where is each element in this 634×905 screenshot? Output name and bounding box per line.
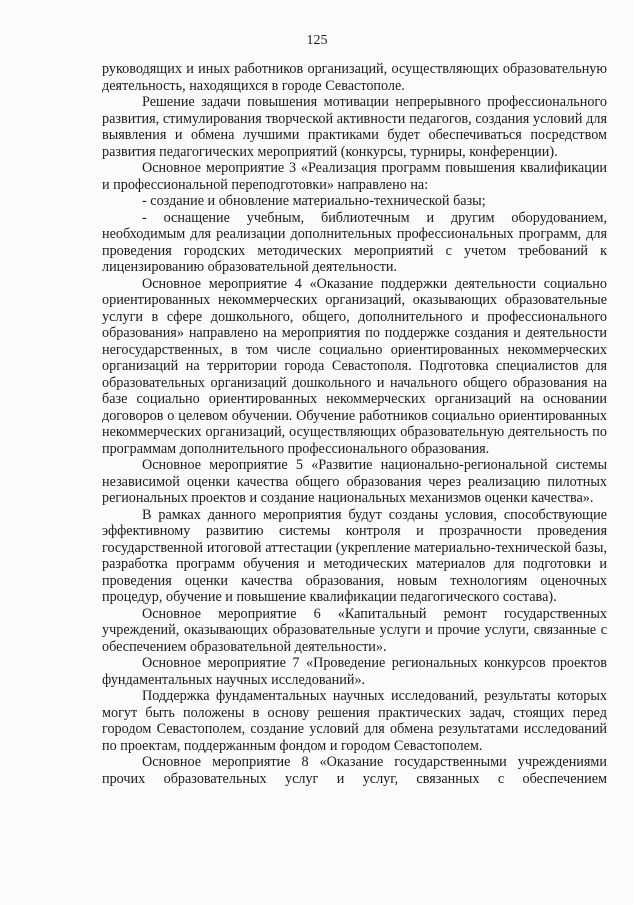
paragraph: Основное мероприятие 8 «Оказание государственными учреждениями прочих образовательных услуг и услуг, связанных с обеспечением xyxy=(102,754,607,787)
paragraph: Поддержка фундаментальных научных исследований, результаты которых могут быть положены в основу решения практических задач, стоящих перед городом Севастополем, создание условий для обмена результатами исследований по проектам, поддержанным фондом и городом Севастополем. xyxy=(102,688,607,754)
paragraph: Основное мероприятие 5 «Развитие национально-региональной системы независимой оценки качества общего образования через реализацию пилотных региональных проектов и создание национальных механизмов оценки качества». xyxy=(102,457,607,506)
paragraph: Основное мероприятие 3 «Реализация программ повышения квалификации и профессиональной переподготовки» направлено на: xyxy=(102,160,607,193)
paragraph: руководящих и иных работников организаций, осуществляющих образовательную деятельность, находящихся в городе Севастополе. xyxy=(102,61,607,94)
list-item: - создание и обновление материально-технической базы; xyxy=(142,193,486,209)
paragraph: Основное мероприятие 4 «Оказание поддержки деятельности социально ориентированных некоммерческих организаций, оказывающих образовательные услуги в сфере дошкольного, общего, дополнительного и профессионального образования» направлено на мероприятия по поддержке создания и деятельности негосударственных, в том числе социально ориентированных некоммерческих организаций на территории города Севастополя. Подготовка специалистов для образовательных организаций дошкольного и начального общего образования на базе социально ориентированных некоммерческих организаций на основании договоров о целевом обучении. Обучение работников социально ориентированных некоммерческих организаций, осуществляющих образовательную деятельность по программам дополнительного профессионального образования. xyxy=(102,275,607,457)
paragraph: Основное мероприятие 6 «Капитальный ремонт государственных учреждений, оказывающих образовательные услуги и прочие услуги, связанные с обеспечением образовательной деятельности». xyxy=(102,605,607,655)
paragraph: Основное мероприятие 7 «Проведение региональных конкурсов проектов фундаментальных научных исследований». xyxy=(102,655,607,688)
paragraph: Решение задачи повышения мотивации непрерывного профессионального развития, стимулирования творческой активности педагогов, создания условий для выявления и обмена лучшими практиками будет обеспечиваться посредством развития педагогических мероприятий (конкурсы, турниры, конференции). xyxy=(102,94,607,160)
list-item: - оснащение учебным, библиотечным и другим оборудованием, необходимым для реализации дополнительных профессиональных программ, для проведения городских методических мероприятий с учетом требований к лицензированию образовательной деятельности. xyxy=(102,209,607,275)
page-number: 125 xyxy=(306,33,328,48)
document-body xyxy=(102,61,607,787)
paragraph: В рамках данного мероприятия будут созданы условия, способствующие эффективному развитию системы контроля и прозрачности проведения государственной итоговой аттестации (укрепление материально-технической базы, разработка программ обучения и методических материалов для подготовки и проведения оценки качества образования, новым технологиям оценочных процедур, обучение и повышение квалификации педагогического состава). xyxy=(102,506,607,605)
